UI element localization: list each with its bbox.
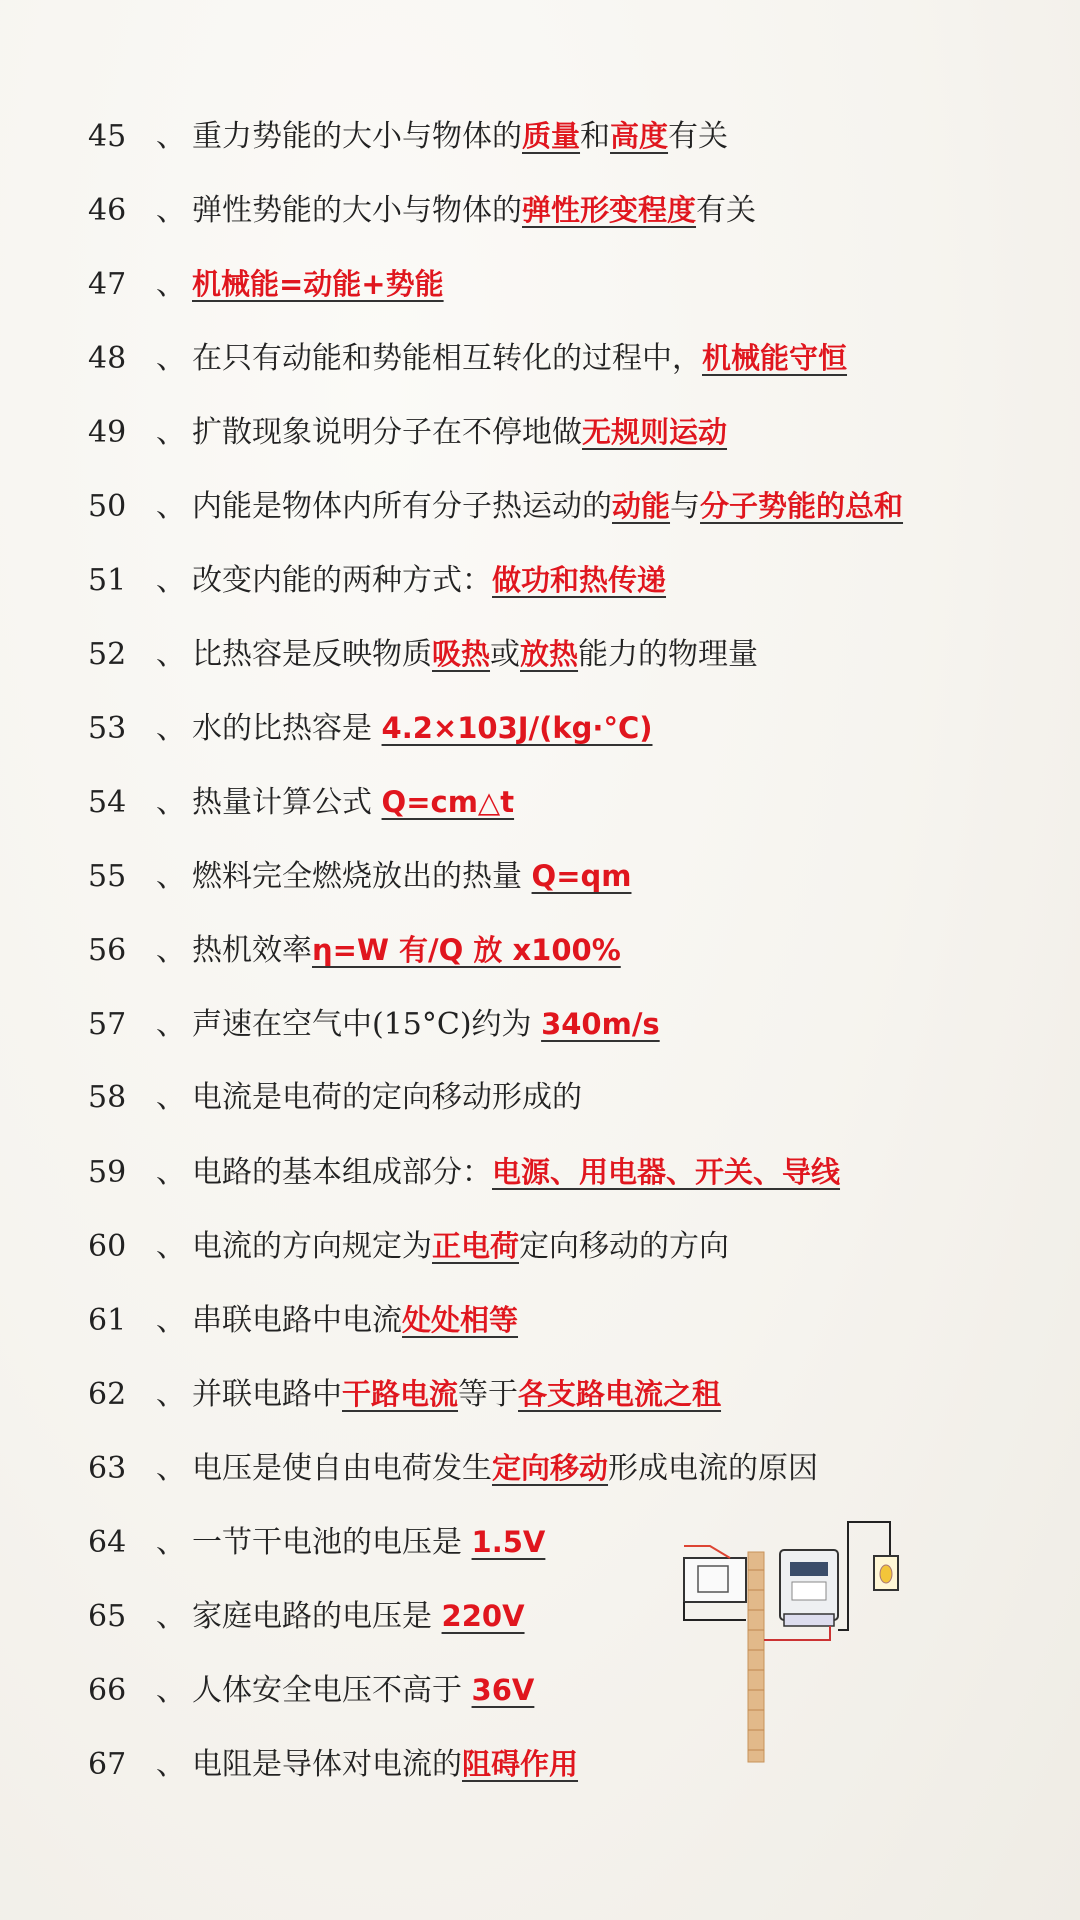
highlight-term: 干路电流: [342, 1377, 459, 1411]
item-text: 能力的物理量: [578, 637, 759, 672]
note-item: [88, 1216, 729, 1276]
item-text: 家庭电路的电压是: [192, 1599, 442, 1634]
item-number: 52: [88, 637, 127, 672]
meter-dial: [792, 1582, 826, 1600]
item-text: 水的比热容是: [192, 711, 382, 746]
highlight-term: 分子势能的总和: [700, 489, 904, 523]
item-number: 50: [88, 489, 127, 524]
item-number: 63: [88, 1451, 127, 1486]
item-text: 形成电流的原因: [608, 1451, 819, 1486]
item-separator: 、: [156, 785, 186, 820]
item-separator: 、: [156, 1303, 186, 1338]
note-item: [88, 1364, 721, 1424]
highlight-term: 阻碍作用: [462, 1747, 579, 1781]
item-text: 热量计算公式: [192, 785, 382, 820]
note-item: [88, 402, 727, 462]
highlight-term: 正电荷: [432, 1229, 520, 1263]
item-text: 有关: [668, 119, 729, 154]
item-number: 66: [88, 1673, 127, 1708]
item-text: 有关: [696, 193, 757, 228]
note-item: [88, 698, 653, 758]
highlight-term: 340m/s: [541, 1007, 660, 1041]
item-text: 在只有动能和势能相互转化的过程中，: [192, 341, 702, 376]
item-separator: 、: [156, 415, 186, 450]
item-text: 串联电路中电流: [192, 1303, 402, 1338]
note-item: [88, 550, 666, 610]
lamp-bulb: [880, 1565, 892, 1583]
note-item: [88, 624, 758, 684]
item-text: 和: [580, 119, 611, 154]
highlight-term: 弹性形变程度: [522, 193, 697, 227]
item-text: 比热容是反映物质: [192, 637, 432, 672]
note-item: [88, 180, 756, 240]
item-number: 45: [88, 119, 127, 154]
highlight-term: 高度: [610, 119, 669, 153]
note-item: [88, 328, 847, 388]
highlight-term: 定向移动: [492, 1451, 609, 1485]
item-separator: 、: [156, 1599, 186, 1634]
item-number: 55: [88, 859, 127, 894]
item-text: 电阻是导体对电流的: [192, 1747, 462, 1782]
item-text: 燃料完全燃烧放出的热量: [192, 859, 532, 894]
note-item: [88, 1660, 534, 1720]
item-separator: 、: [156, 193, 186, 228]
item-separator: 、: [156, 1229, 186, 1264]
item-separator: 、: [156, 341, 186, 376]
item-text: 一节干电池的电压是: [192, 1525, 472, 1560]
highlight-term: Q=qm: [531, 859, 632, 893]
note-item: [88, 846, 631, 906]
item-separator: 、: [156, 1747, 186, 1782]
item-text: 声速在空气中(15°C)约为: [192, 1007, 542, 1042]
highlight-term: 动能: [612, 489, 671, 523]
item-separator: 、: [156, 859, 186, 894]
highlight-term: 机械能=动能+势能: [192, 267, 444, 301]
note-item: [88, 1068, 582, 1128]
highlight-term: 放热: [520, 637, 579, 671]
note-item: [88, 476, 903, 536]
wire-red-left: [684, 1546, 730, 1558]
item-number: 59: [88, 1155, 127, 1190]
item-text: 弹性势能的大小与物体的: [192, 193, 522, 228]
highlight-term: 4.2×103J/(kg·°C): [381, 711, 653, 745]
meter-display: [790, 1562, 828, 1576]
item-text: 定向移动的方向: [519, 1229, 730, 1264]
item-text: 内能是物体内所有分子热运动的: [192, 489, 612, 524]
item-number: 64: [88, 1525, 127, 1560]
highlight-term: 机械能守恒: [702, 341, 848, 375]
highlight-term: 质量: [522, 119, 581, 153]
note-item: [88, 994, 660, 1054]
note-item: [88, 1438, 818, 1498]
item-text: 人体安全电压不高于: [192, 1673, 472, 1708]
wire-black-bottom: [684, 1602, 746, 1620]
highlight-term: 电源、用电器、开关、导线: [492, 1155, 841, 1189]
meter-base: [784, 1614, 834, 1626]
highlight-term: 无规则运动: [582, 415, 728, 449]
switch-box: [684, 1558, 746, 1602]
highlight-term: 做功和热传递: [492, 563, 667, 597]
highlight-term: 36V: [471, 1673, 535, 1707]
item-separator: 、: [156, 1155, 186, 1190]
highlight-term: η=W 有/Q 放 x100%: [312, 933, 621, 967]
item-text: 扩散现象说明分子在不停地做: [192, 415, 582, 450]
item-number: 61: [88, 1303, 127, 1338]
circuit-illustration: [680, 1510, 900, 1770]
item-separator: 、: [156, 119, 186, 154]
item-number: 65: [88, 1599, 127, 1634]
item-number: 46: [88, 193, 127, 228]
item-number: 54: [88, 785, 127, 820]
item-separator: 、: [156, 1451, 186, 1486]
item-separator: 、: [156, 1673, 186, 1708]
item-separator: 、: [156, 1525, 186, 1560]
item-number: 47: [88, 267, 127, 302]
item-separator: 、: [156, 1377, 186, 1412]
item-text: 或: [490, 637, 521, 672]
item-number: 48: [88, 341, 127, 376]
wire-red-bottom: [764, 1626, 830, 1640]
note-item: [88, 920, 621, 980]
item-separator: 、: [156, 1080, 186, 1115]
item-text: 电流是电荷的定向移动形成的: [192, 1080, 582, 1115]
item-number: 62: [88, 1377, 127, 1412]
item-text: 热机效率: [192, 933, 312, 968]
item-text: 电路的基本组成部分：: [192, 1155, 492, 1190]
item-number: 60: [88, 1229, 127, 1264]
note-item: [88, 254, 444, 314]
item-separator: 、: [156, 933, 186, 968]
item-separator: 、: [156, 711, 186, 746]
item-number: 58: [88, 1080, 127, 1115]
item-text: 与: [670, 489, 701, 524]
item-separator: 、: [156, 489, 186, 524]
highlight-term: 1.5V: [471, 1525, 546, 1559]
item-number: 67: [88, 1747, 127, 1782]
item-separator: 、: [156, 1007, 186, 1042]
item-number: 49: [88, 415, 127, 450]
item-text: 电压是使自由电荷发生: [192, 1451, 492, 1486]
item-text: 并联电路中: [192, 1377, 342, 1412]
item-text: 等于: [458, 1377, 519, 1412]
note-item: [88, 772, 514, 832]
item-text: 电流的方向规定为: [192, 1229, 432, 1264]
item-text: 重力势能的大小与物体的: [192, 119, 522, 154]
item-number: 56: [88, 933, 127, 968]
item-number: 57: [88, 1007, 127, 1042]
item-separator: 、: [156, 267, 186, 302]
highlight-term: 吸热: [432, 637, 491, 671]
item-number: 53: [88, 711, 127, 746]
note-item: [88, 1512, 545, 1572]
highlight-term: 220V: [441, 1599, 525, 1633]
highlight-term: Q=cm△t: [381, 785, 515, 819]
note-item: [88, 1734, 578, 1794]
highlight-term: 处处相等: [402, 1303, 519, 1337]
highlight-term: 各支路电流之租: [518, 1377, 722, 1411]
item-text: 改变内能的两种方式：: [192, 563, 492, 598]
item-separator: 、: [156, 637, 186, 672]
item-separator: 、: [156, 563, 186, 598]
note-item: [88, 1290, 518, 1350]
item-number: 51: [88, 563, 127, 598]
note-item: [88, 1586, 525, 1646]
note-item: [88, 106, 728, 166]
note-item: [88, 1142, 840, 1202]
